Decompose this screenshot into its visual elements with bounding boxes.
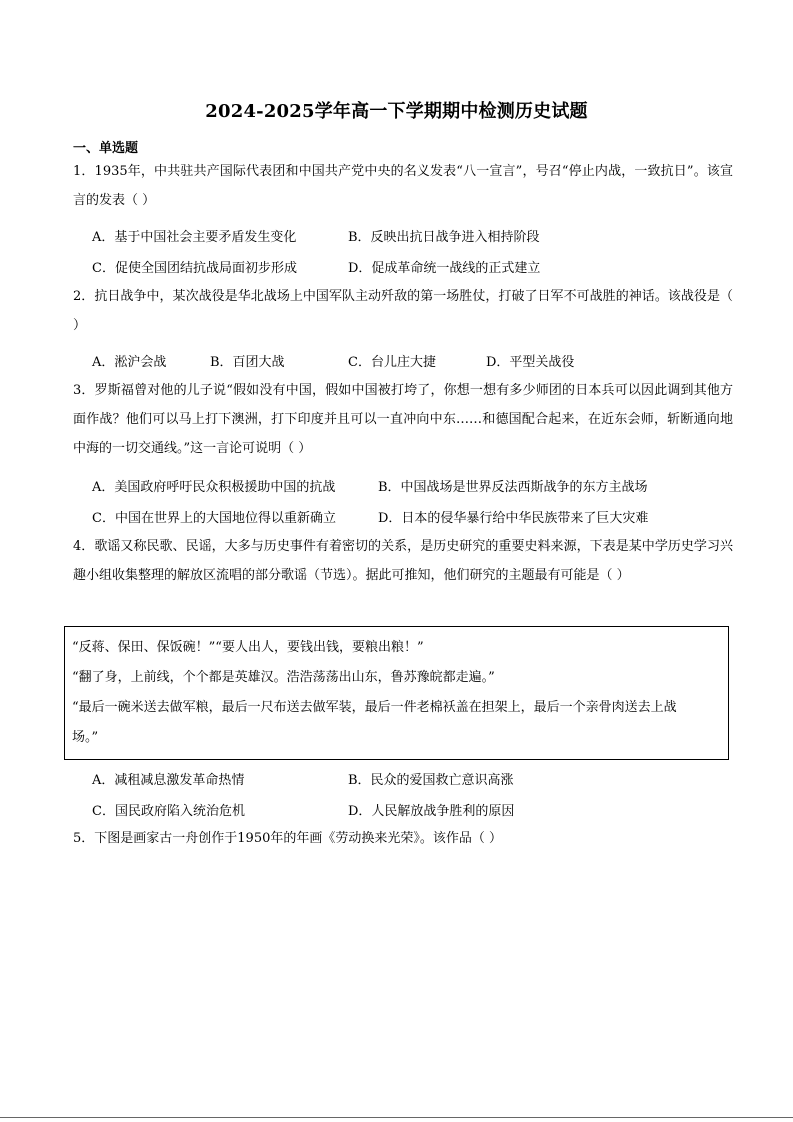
question-3-option-d: D．日本的侵华暴行给中华民族带来了巨大灾难 [378, 511, 649, 526]
ballad-line-2: “翻了身，上前线，个个都是英雄汉。浩浩荡荡出山东，鲁苏豫皖都走遍。” [72, 670, 495, 685]
question-4-option-c: C．国民政府陷入统治危机 [92, 804, 245, 819]
page-bottom-divider [0, 1117, 793, 1118]
question-3-option-a: A．美国政府呼吁民众积极援助中国的抗战 [92, 480, 336, 495]
question-2-option-d: D．平型关战役 [486, 355, 575, 370]
question-1-option-c: C．促使全国团结抗战局面初步形成 [92, 261, 297, 276]
question-4-stem: 4．歌谣又称民歌、民谣，大多与历史事件有着密切的关系，是历史研究的重要史料来源，下表是某中学历史学习兴趣小组收集整理的解放区流唱的部分歌谣（节选）。据此可推知，他们研究的主题最有可能是（ ） [73, 539, 733, 583]
question-2-option-c: C．台儿庄大捷 [348, 355, 436, 370]
question-3-option-b: B．中国战场是世界反法西斯战争的东方主战场 [378, 480, 648, 495]
question-4-option-a: A．减租减息激发革命热情 [92, 773, 245, 788]
question-2-option-b: B．百团大战 [210, 355, 285, 370]
ballad-line-4: 场。” [72, 730, 99, 745]
question-2-stem: 2．抗日战争中，某次战役是华北战场上中国军队主动歼敌的第一场胜仗，打破了日军不可战胜的神话。该战役是（ ） [73, 289, 733, 333]
question-4-option-d: D．人民解放战争胜利的原因 [348, 804, 515, 819]
page-title: 2024-2025学年高一下学期期中检测历史试题 [205, 101, 588, 122]
question-3-stem: 3．罗斯福曾对他的儿子说“假如没有中国，假如中国被打垮了，你想一想有多少师团的日本兵可以因此调到其他方面作战？他们可以马上打下澳洲，打下印度并且可以一直冲向中东……和德国配合起来，在近东会师，斩断通向地中海的一切交通线。”这一言论可说明（ ） [73, 383, 733, 456]
question-1-option-b: B．反映出抗日战争进入相持阶段 [348, 230, 540, 245]
question-4-option-b: B．民众的爱国救亡意识高涨 [348, 773, 514, 788]
ballad-line-3: “最后一碗米送去做军粮，最后一尺布送去做军装，最后一件老棉袄盖在担架上，最后一个亲骨肉送去上战 [72, 700, 677, 715]
ballad-line-1: “反蒋、保田、保饭碗！”“要人出人，要钱出钱，要粮出粮！” [72, 640, 424, 655]
section-title: 一、单选题 [73, 141, 139, 156]
question-1-option-a: A．基于中国社会主要矛盾发生变化 [92, 230, 297, 245]
question-1-stem: 1．1935年，中共驻共产国际代表团和中国共产党中央的名义发表“八一宣言”，号召“停止内战，一致抗日”。该宣言的发表（ ） [73, 164, 733, 208]
question-3-option-c: C．中国在世界上的大国地位得以重新确立 [92, 511, 336, 526]
question-5-stem: 5．下图是画家古一舟创作于1950年的年画《劳动换来光荣》。该作品（ ） [73, 831, 502, 846]
question-1-option-d: D．促成革命统一战线的正式建立 [348, 261, 541, 276]
question-2-option-a: A．淞沪会战 [92, 355, 167, 370]
ballad-box [64, 626, 729, 760]
